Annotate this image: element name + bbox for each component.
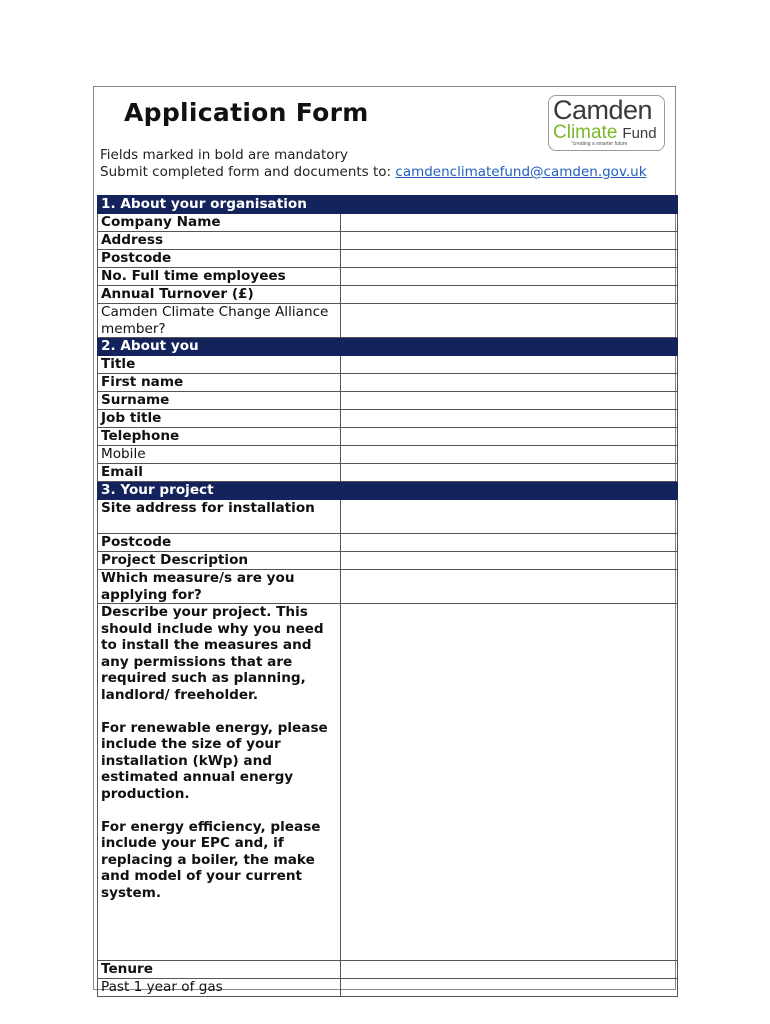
field-label-address: Address xyxy=(98,232,341,250)
tenure-input[interactable] xyxy=(341,961,677,978)
field-label-past-year-gas: Past 1 year of gas xyxy=(98,979,341,997)
org-postcode-input[interactable] xyxy=(341,250,677,267)
application-form-table xyxy=(97,195,678,997)
describe-project-paragraph-3: For energy efficiency, please include your EPC and, if replacing a boiler, the make and model of your current system. xyxy=(101,818,321,901)
table-row xyxy=(98,356,678,374)
table-row xyxy=(98,286,678,304)
logo-text-camden: Camden xyxy=(553,95,653,125)
company-name-cell[interactable] xyxy=(341,214,678,232)
table-row xyxy=(98,961,678,979)
field-label-company-name: Company Name xyxy=(98,214,341,232)
table-row xyxy=(98,214,678,232)
employees-cell[interactable] xyxy=(341,268,678,286)
surname-input[interactable] xyxy=(341,392,677,409)
org-postcode-cell[interactable] xyxy=(341,250,678,268)
address-cell[interactable] xyxy=(341,232,678,250)
measures-cell[interactable] xyxy=(341,570,678,604)
field-label-postcode: Postcode xyxy=(98,250,341,268)
job-title-input[interactable] xyxy=(341,410,677,427)
field-label-tenure: Tenure xyxy=(98,961,341,979)
describe-project-paragraph-1: Describe your project. This should include why you need to install the measures and any permissions that are required such as planning, landlord/ freeholder. xyxy=(101,604,324,703)
employees-input[interactable] xyxy=(341,268,677,285)
field-label-site-postcode: Postcode xyxy=(98,534,341,552)
site-address-cell[interactable] xyxy=(341,500,678,534)
email-input[interactable] xyxy=(341,464,677,481)
table-row xyxy=(98,534,678,552)
section-header-your-project xyxy=(98,482,678,500)
table-row xyxy=(98,500,678,534)
table-row xyxy=(98,979,678,997)
describe-project-paragraph-2: For renewable energy, please include the size of your installation (kWp) and estimated annual energy production. xyxy=(101,719,328,802)
table-row xyxy=(98,464,678,482)
field-label-mobile: Mobile xyxy=(98,446,341,464)
describe-project-input[interactable] xyxy=(341,604,677,960)
email-cell[interactable] xyxy=(341,464,678,482)
field-label-telephone: Telephone xyxy=(98,428,341,446)
project-description-cell[interactable] xyxy=(341,552,678,570)
table-row xyxy=(98,304,678,338)
alliance-member-cell[interactable] xyxy=(341,304,678,338)
table-row xyxy=(98,446,678,464)
company-name-input[interactable] xyxy=(341,214,677,231)
logo-tagline: "creating a smarter future xyxy=(571,141,628,147)
site-postcode-cell[interactable] xyxy=(341,534,678,552)
field-label-first-name: First name xyxy=(98,374,341,392)
turnover-cell[interactable] xyxy=(341,286,678,304)
logo-text-climate: Climate xyxy=(553,122,618,143)
table-row xyxy=(98,604,678,961)
alliance-member-input[interactable] xyxy=(341,304,677,337)
turnover-input[interactable] xyxy=(341,286,677,303)
table-row xyxy=(98,410,678,428)
table-row xyxy=(98,392,678,410)
table-row xyxy=(98,552,678,570)
field-label-site-address: Site address for installation xyxy=(98,500,341,534)
field-label-turnover: Annual Turnover (£) xyxy=(98,286,341,304)
section-heading: 2. About you xyxy=(98,338,678,356)
page-title: Application Form xyxy=(124,98,369,127)
mobile-input[interactable] xyxy=(341,446,677,463)
table-row xyxy=(98,570,678,604)
camden-climate-fund-logo xyxy=(548,95,665,151)
title-cell[interactable] xyxy=(341,356,678,374)
field-label-surname: Surname xyxy=(98,392,341,410)
first-name-input[interactable] xyxy=(341,374,677,391)
past-year-gas-input[interactable] xyxy=(341,979,677,996)
field-label-alliance-member: Camden Climate Change Alliance member? xyxy=(98,304,341,338)
table-row xyxy=(98,250,678,268)
table-row xyxy=(98,268,678,286)
section-heading: 1. About your organisation xyxy=(98,196,678,214)
project-description-input[interactable] xyxy=(341,552,677,569)
measures-input[interactable] xyxy=(341,570,677,603)
field-label-email: Email xyxy=(98,464,341,482)
title-input[interactable] xyxy=(341,356,677,373)
field-label-title: Title xyxy=(98,356,341,374)
table-row xyxy=(98,374,678,392)
tenure-cell[interactable] xyxy=(341,961,678,979)
past-year-gas-cell[interactable] xyxy=(341,979,678,997)
mandatory-note: Fields marked in bold are mandatory xyxy=(100,147,349,163)
describe-project-cell[interactable] xyxy=(341,604,678,961)
job-title-cell[interactable] xyxy=(341,410,678,428)
logo-text-fund: Fund xyxy=(622,125,657,142)
telephone-cell[interactable] xyxy=(341,428,678,446)
section-header-organisation xyxy=(98,196,678,214)
field-label-employees: No. Full time employees xyxy=(98,268,341,286)
table-row xyxy=(98,232,678,250)
section-heading: 3. Your project xyxy=(98,482,678,500)
first-name-cell[interactable] xyxy=(341,374,678,392)
table-row xyxy=(98,428,678,446)
field-label-job-title: Job title xyxy=(98,410,341,428)
field-label-measures: Which measure/s are you applying for? xyxy=(98,570,341,604)
telephone-input[interactable] xyxy=(341,428,677,445)
site-address-input[interactable] xyxy=(341,500,677,533)
submit-instructions-text: Submit completed form and documents to: xyxy=(100,164,396,180)
address-input[interactable] xyxy=(341,232,677,249)
email-link[interactable]: camdenclimatefund@camden.gov.uk xyxy=(395,164,647,180)
field-label-describe-project xyxy=(98,604,341,961)
section-header-about-you xyxy=(98,338,678,356)
mobile-cell[interactable] xyxy=(341,446,678,464)
field-label-project-description: Project Description xyxy=(98,552,341,570)
site-postcode-input[interactable] xyxy=(341,534,677,551)
surname-cell[interactable] xyxy=(341,392,678,410)
submit-instructions xyxy=(100,164,647,180)
